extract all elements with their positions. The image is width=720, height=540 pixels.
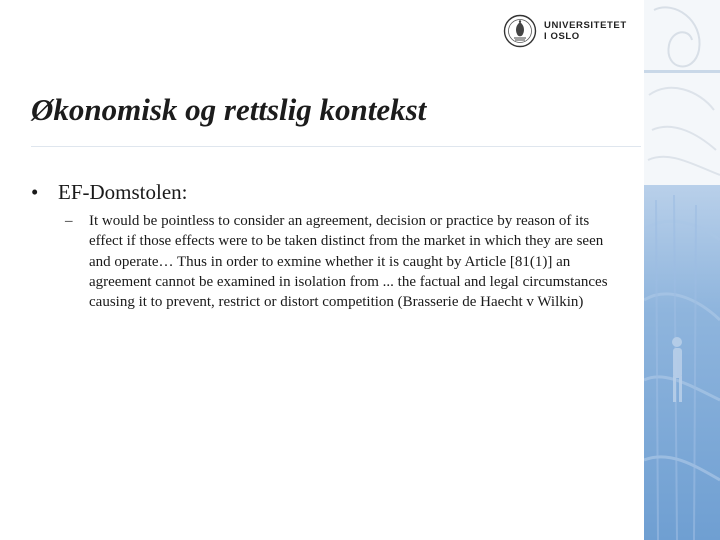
side-band-graphic (644, 0, 720, 540)
bullet-item (31, 179, 188, 205)
sub-bullet-text: It would be pointless to consider an agreement, decision or practice by reason of its effect if those effects were to be taken distinct from the market in which they are seen and operate… Thus in order to exmine whether it is caught by Article [81(1)] an agreement cannot be examined in isolation from ... the factual and legal circumstances causing it to prevent, restrict or distort competition (Brasserie de Haecht v Wilkin) (89, 213, 608, 311)
slide-title: Økonomisk og rettslig kontekst (31, 92, 427, 127)
title-divider (31, 146, 641, 147)
university-logo (503, 14, 643, 50)
logo-text-line-1: UNIVERSITETET (544, 20, 627, 31)
decorative-side-band (644, 0, 720, 540)
logo-text-line-2: I OSLO (544, 31, 580, 42)
sub-bullet-marker: – (65, 213, 73, 229)
bullet-marker: • (31, 180, 39, 204)
bullet-text: EF-Domstolen: (58, 180, 188, 204)
university-seal-icon (503, 14, 537, 48)
